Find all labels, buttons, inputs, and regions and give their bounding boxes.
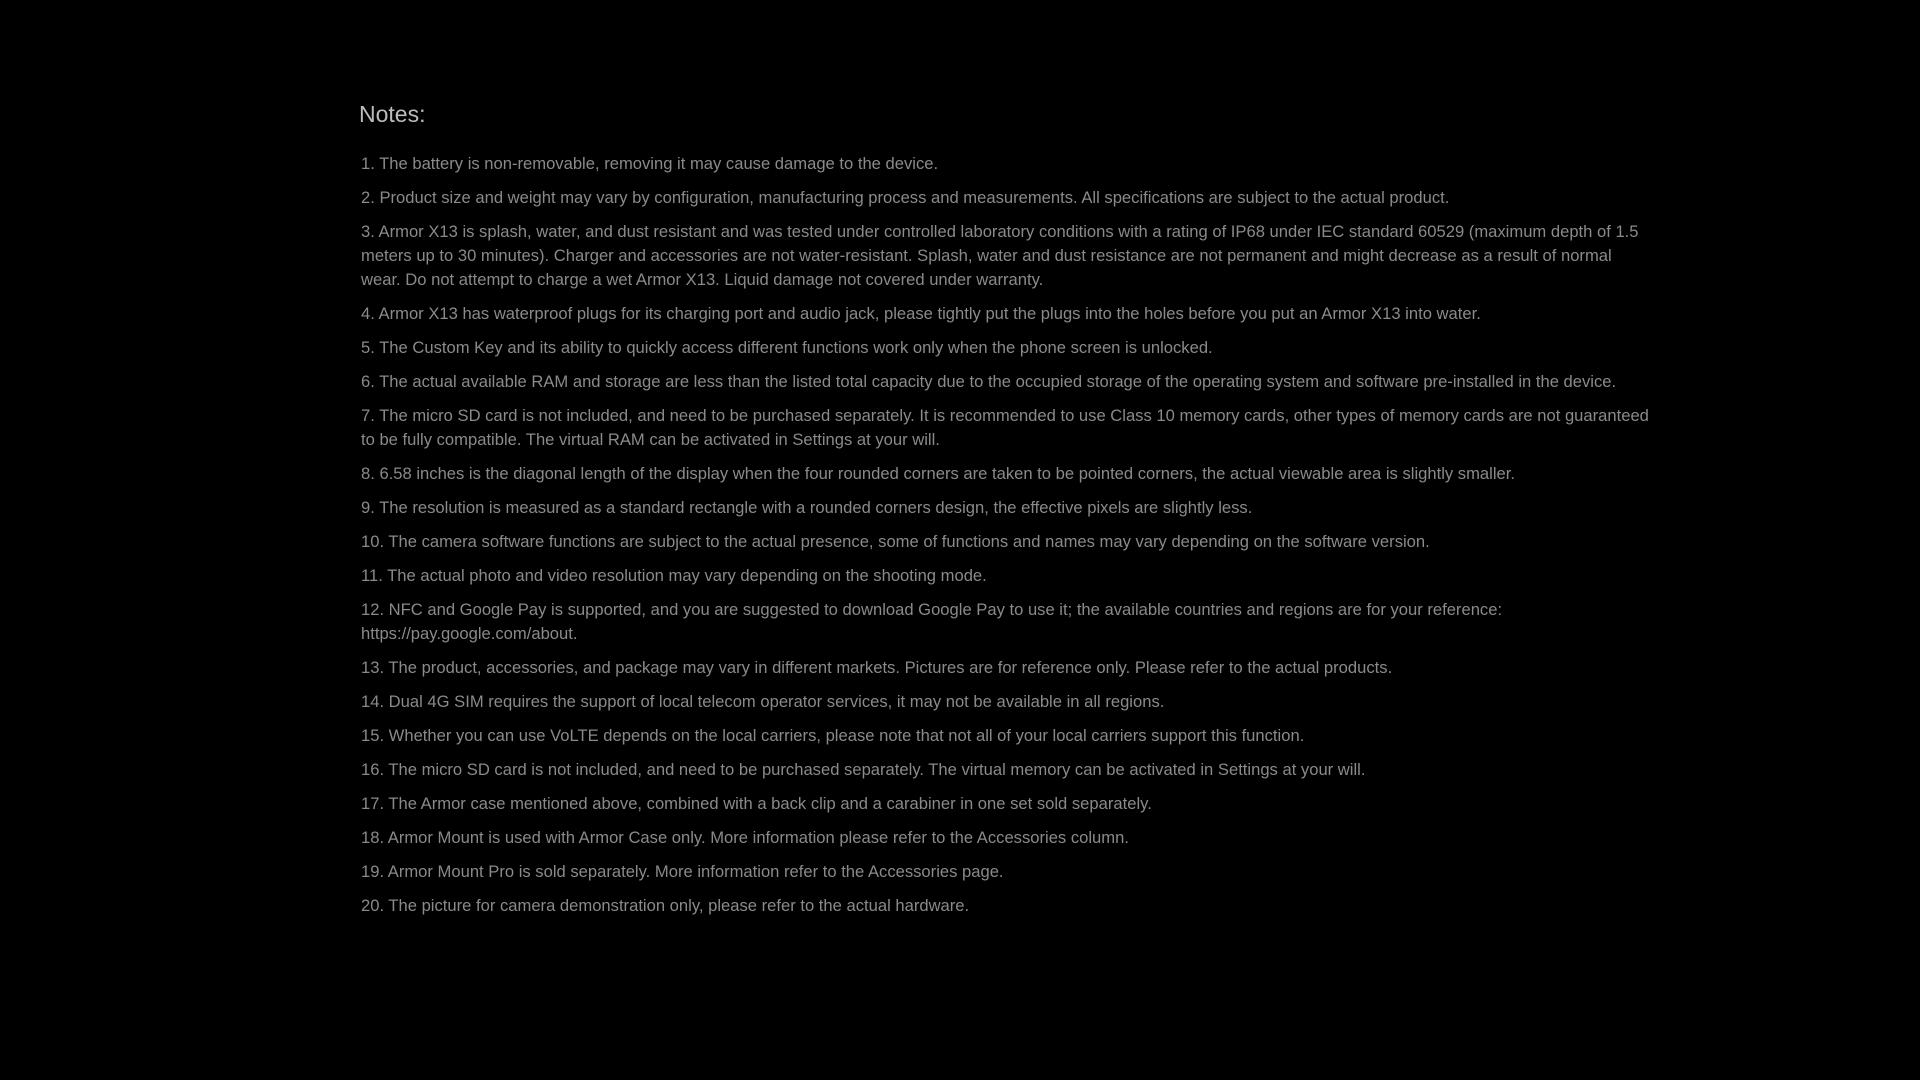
note-item-19: 19. Armor Mount Pro is sold separately. More information refer to the Accessories page. <box>361 862 1004 881</box>
note-item-13: 13. The product, accessories, and package may vary in different markets. Pictures are for reference only. Please refer to the actual products. <box>361 658 1393 677</box>
note-item-18: 18. Armor Mount is used with Armor Case only. More information please refer to the Accessories column. <box>361 828 1129 847</box>
notes-title: Notes: <box>359 101 426 127</box>
note-item-8: 8. 6.58 inches is the diagonal length of the display when the four rounded corners are taken to be pointed corners, the actual viewable area is slightly smaller. <box>361 464 1515 483</box>
note-item-16: 16. The micro SD card is not included, and need to be purchased separately. The virtual memory can be activated in Settings at your will. <box>361 760 1366 779</box>
note-item-4: 4. Armor X13 has waterproof plugs for its charging port and audio jack, please tightly put the plugs into the holes before you put an Armor X13 into water. <box>361 304 1481 323</box>
note-item-20: 20. The picture for camera demonstration only, please refer to the actual hardware. <box>361 896 970 915</box>
note-item-5: 5. The Custom Key and its ability to quickly access different functions work only when the phone screen is unlocked. <box>361 338 1213 357</box>
note-item-2: 2. Product size and weight may vary by configuration, manufacturing process and measurements. All specifications are subject to the actual product. <box>361 188 1450 207</box>
note-item-11: 11. The actual photo and video resolution may vary depending on the shooting mode. <box>361 566 987 585</box>
notes-section <box>359 98 1649 928</box>
note-item-7: 7. The micro SD card is not included, and need to be purchased separately. It is recommended to use Class 10 memory cards, other types of memory cards are not guaranteed to be fully compatible. The virtual RAM can be activated in Settings at your will. <box>361 406 1649 449</box>
note-item-15: 15. Whether you can use VoLTE depends on the local carriers, please note that not all of your local carriers support this function. <box>361 726 1305 745</box>
note-item-12: 12. NFC and Google Pay is supported, and you are suggested to download Google Pay to use it; the available countries and regions are for your reference: https://pay.google.com/about. <box>361 600 1503 643</box>
notes-list <box>361 152 1649 918</box>
note-item-17: 17. The Armor case mentioned above, combined with a back clip and a carabiner in one set sold separately. <box>361 794 1152 813</box>
note-item-10: 10. The camera software functions are subject to the actual presence, some of functions and names may vary depending on the software version. <box>361 532 1430 551</box>
note-item-9: 9. The resolution is measured as a standard rectangle with a rounded corners design, the effective pixels are slightly less. <box>361 498 1253 517</box>
note-item-14: 14. Dual 4G SIM requires the support of local telecom operator services, it may not be available in all regions. <box>361 692 1165 711</box>
note-item-3: 3. Armor X13 is splash, water, and dust resistant and was tested under controlled laboratory conditions with a rating of IP68 under IEC standard 60529 (maximum depth of 1.5 meters up to 30 minutes). Charger and accessories are not water-resistant. Splash, water and dust resistance are not permanent and might decrease as a result of normal wear. Do not attempt to charge a wet Armor X13. Liquid damage not covered under warranty. <box>361 222 1639 289</box>
note-item-6: 6. The actual available RAM and storage are less than the listed total capacity due to the occupied storage of the operating system and software pre-installed in the device. <box>361 372 1617 391</box>
note-item-1: 1. The battery is non-removable, removing it may cause damage to the device. <box>361 154 939 173</box>
